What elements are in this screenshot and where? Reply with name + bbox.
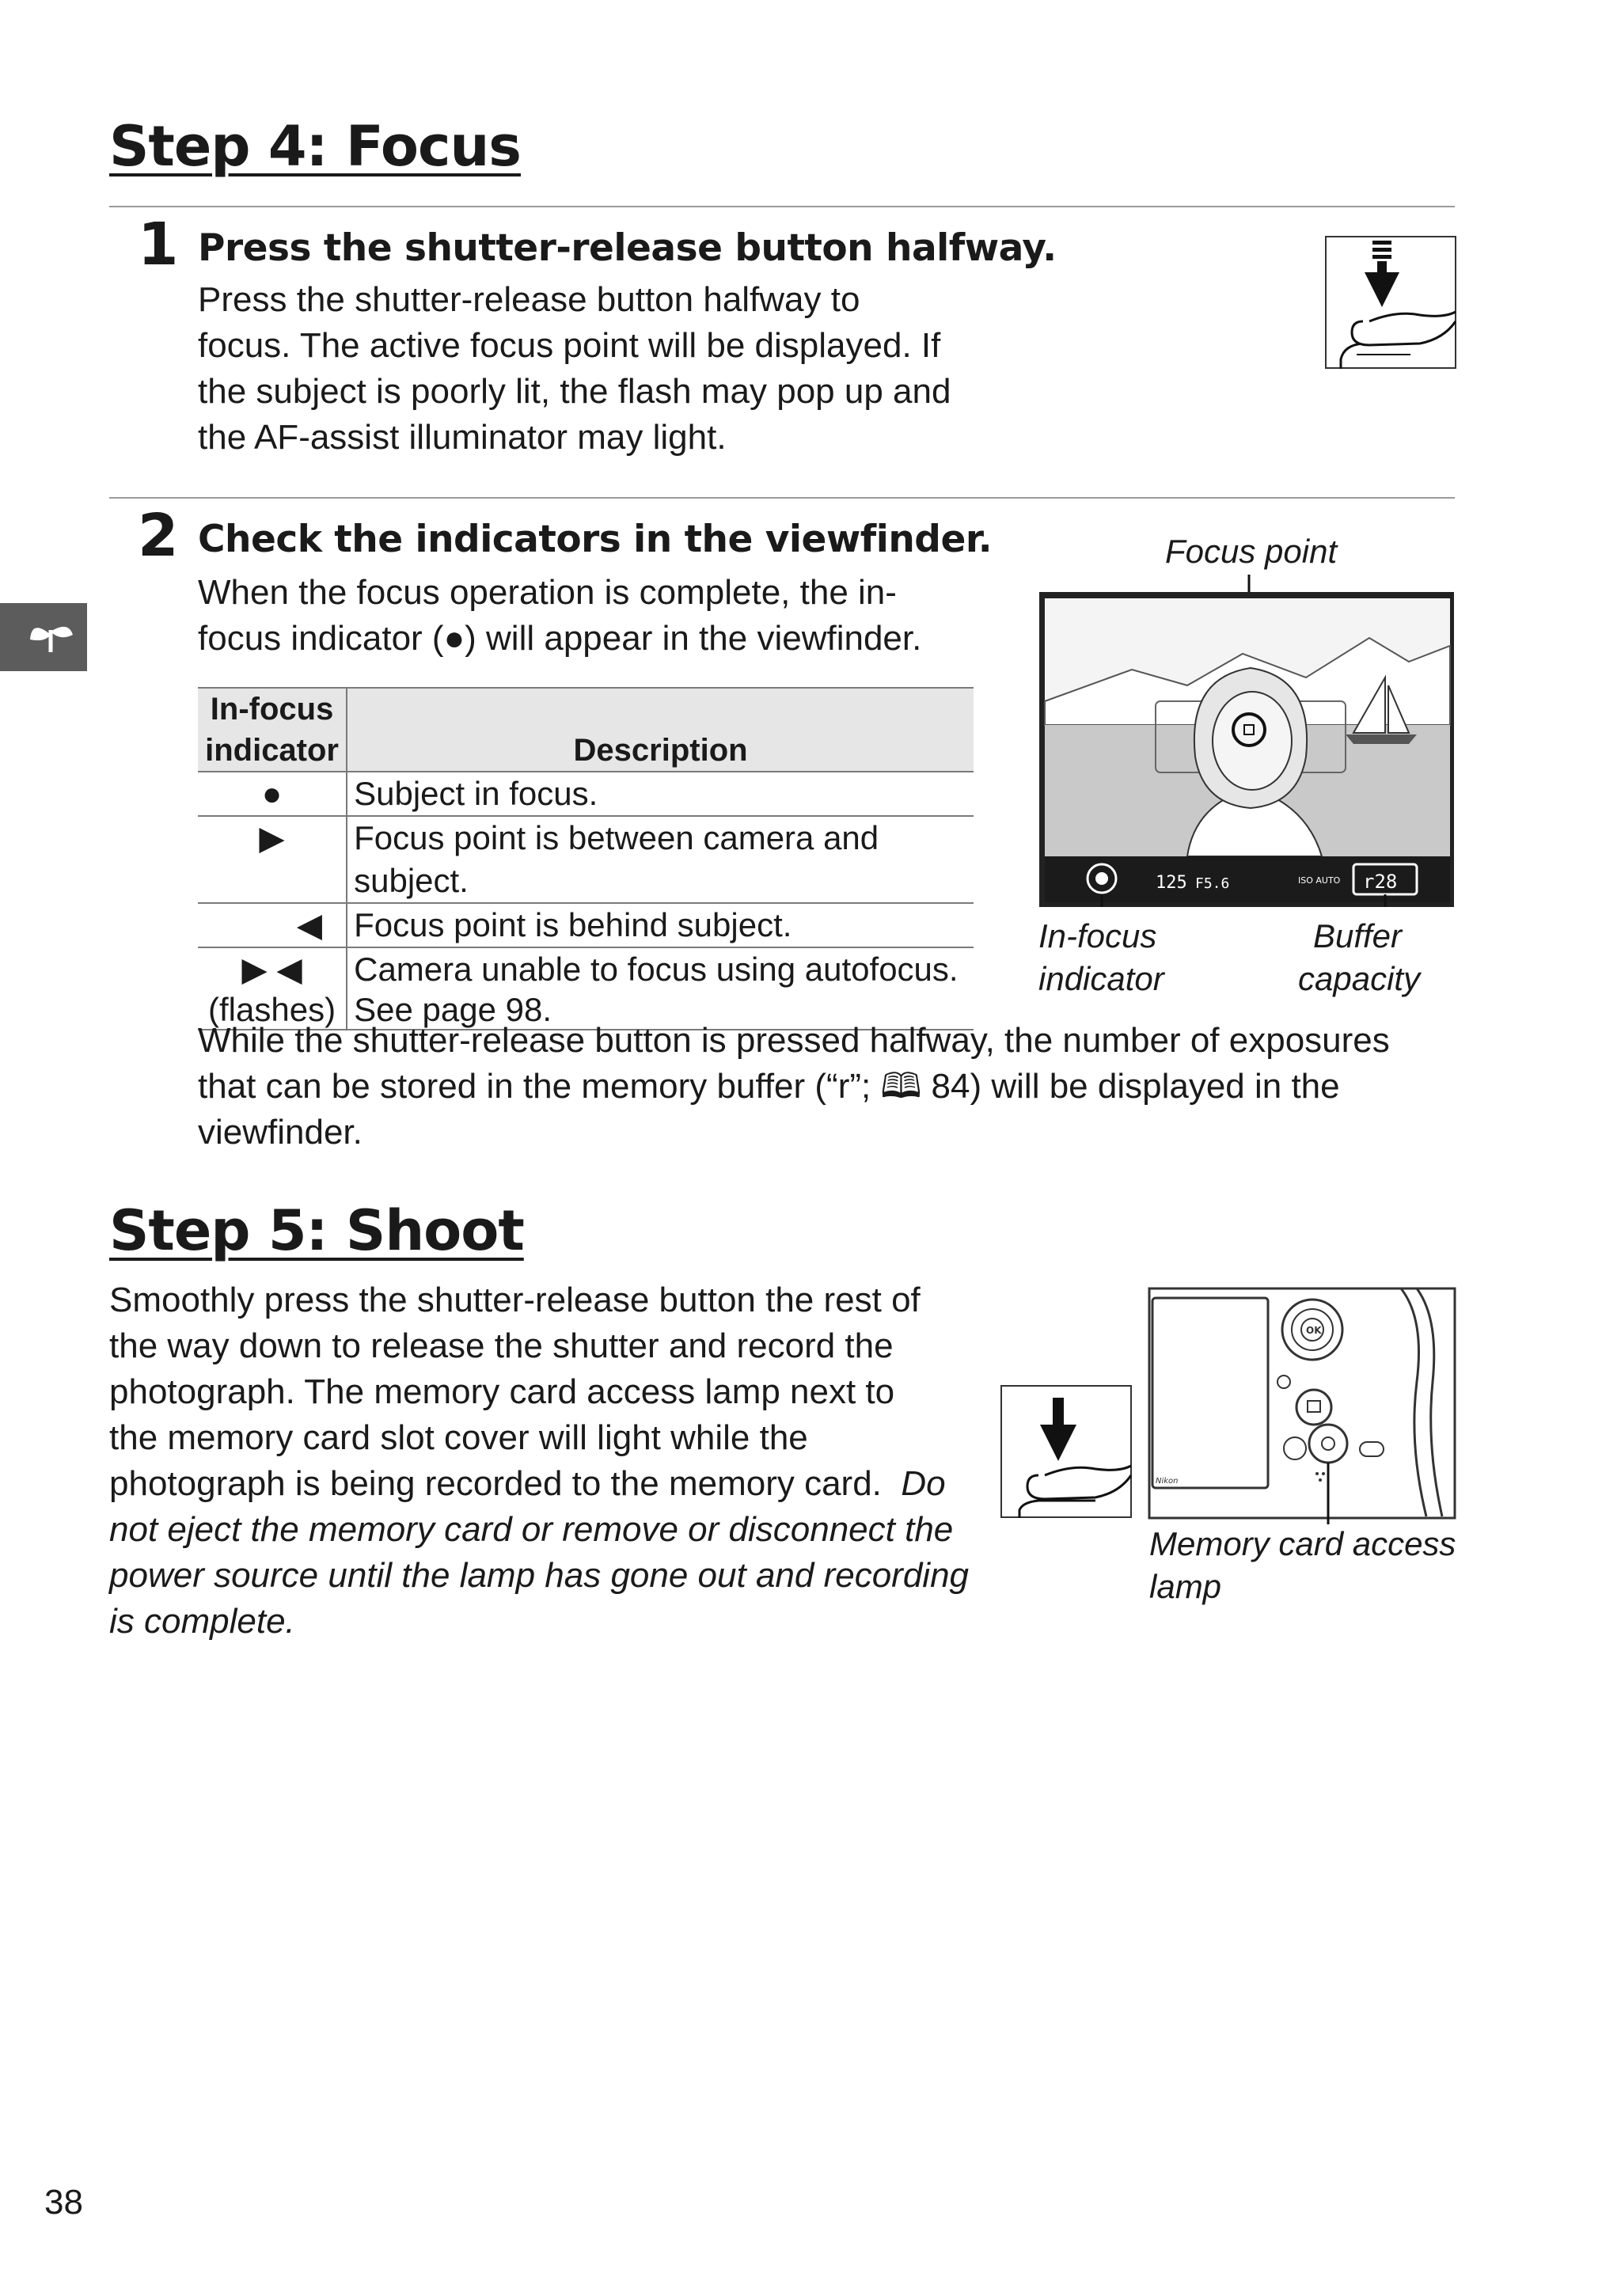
viewfinder-aperture-readout: F5.6 <box>1195 875 1230 892</box>
description-line: Camera unable to focus using autofocus. <box>354 951 959 988</box>
camera-back-illustration <box>1148 1287 1458 1528</box>
ok-button-label: OK <box>1306 1325 1322 1336</box>
body-line: focus. The active focus point will be displayed. If <box>198 326 941 365</box>
table-row <box>198 816 974 903</box>
table-header-row <box>198 688 974 772</box>
step-1-body <box>198 277 989 461</box>
caption-line: In-focus <box>1038 917 1157 954</box>
step-heading-2: Check the indicators in the viewfinder. <box>198 518 993 561</box>
divider <box>109 206 1455 207</box>
description-cell: Subject in focus. <box>347 772 974 816</box>
step-number-2: 2 <box>138 502 179 570</box>
body-text-plain: photograph is being recorded to the memory card. <box>109 1464 882 1503</box>
caption-line: indicator <box>1038 960 1164 997</box>
body-line: the memory card slot cover will light while the <box>109 1418 808 1457</box>
sprout-icon <box>0 603 87 671</box>
viewfinder-iso-readout: ISO AUTO <box>1298 875 1341 886</box>
viewfinder-shutter-readout: 125 <box>1156 873 1187 893</box>
page-number: 38 <box>44 2183 83 2222</box>
step5-body <box>109 1277 996 1645</box>
step5-title: Step 5: Shoot <box>109 1198 524 1263</box>
step-heading-1: Press the shutter-release button halfway. <box>198 226 1057 270</box>
body-text-italic: Do <box>901 1464 946 1503</box>
body-line: While the shutter-release button is pressed halfway, the number of exposures <box>198 1021 1390 1060</box>
indicator-cell: ◀ <box>198 903 347 947</box>
indicator-symbol: ▶ ◀ <box>241 951 302 988</box>
memory-card-lamp-label <box>1149 1523 1482 1608</box>
step-number-1: 1 <box>138 211 179 279</box>
focus-point-label: Focus point <box>1165 533 1338 570</box>
viewfinder-buffer-readout: r28 <box>1363 871 1398 893</box>
body-line: the AF-assist illuminator may light. <box>198 418 727 457</box>
description-cell: Focus point is behind subject. <box>347 903 974 947</box>
body-line: Press the shutter-release button halfway to <box>198 280 860 319</box>
indicator-cell: ● <box>198 772 347 816</box>
indicator-note: (flashes) <box>208 991 336 1028</box>
column-header-description: Description <box>347 688 974 772</box>
column-header-indicator <box>198 688 347 772</box>
caption-line: lamp <box>1149 1568 1222 1605</box>
shutter-fullpress-illustration <box>1000 1385 1132 1522</box>
body-line: Smoothly press the shutter-release button the rest of <box>109 1281 921 1319</box>
body-line-italic: is complete. <box>109 1602 295 1641</box>
table-row <box>198 772 974 816</box>
description-cell: Focus point is between camera and subject. <box>347 816 974 903</box>
body-line: photograph. The memory card access lamp next to <box>109 1372 895 1411</box>
caption-line: Memory card access <box>1149 1525 1456 1562</box>
body-line: the subject is poorly lit, the flash may pop up and <box>198 372 951 411</box>
divider <box>109 497 1455 499</box>
buffer-capacity-label <box>1298 915 1421 1000</box>
infocus-indicator-label <box>1038 915 1164 1000</box>
body-line-italic: not eject the memory card or remove or disconnect the <box>109 1510 954 1549</box>
caption-line: capacity <box>1298 960 1421 997</box>
body-line: that can be stored in the memory buffer (“r”; 🕮 84) will be displayed in the <box>198 1067 1340 1106</box>
body-line <box>109 1461 996 1507</box>
body-line-italic: power source until the lamp has gone out and recording <box>109 1556 970 1595</box>
body-line: viewfinder. <box>198 1113 363 1152</box>
shutter-halfway-illustration <box>1325 236 1456 373</box>
body-line: the way down to release the shutter and record the <box>109 1326 894 1365</box>
body-line: When the focus operation is complete, the in- <box>198 573 897 612</box>
header-text: indicator <box>205 733 339 768</box>
step4-title: Step 4: Focus <box>109 114 521 179</box>
chapter-tab <box>0 603 87 671</box>
caption-line: Buffer <box>1312 917 1403 954</box>
svg-text:Nikon: Nikon <box>1156 1477 1179 1486</box>
body-line: focus indicator (●) will appear in the viewfinder. <box>198 619 922 658</box>
buffer-paragraph <box>198 1018 1464 1156</box>
description-line: See page 98. <box>354 991 552 1028</box>
table-row <box>198 903 974 947</box>
step-2-body <box>198 570 989 662</box>
infocus-indicator-table <box>198 687 974 1030</box>
indicator-cell: ▶ <box>198 816 347 903</box>
viewfinder-illustration <box>1037 575 1456 911</box>
header-text: In-focus <box>210 692 334 727</box>
